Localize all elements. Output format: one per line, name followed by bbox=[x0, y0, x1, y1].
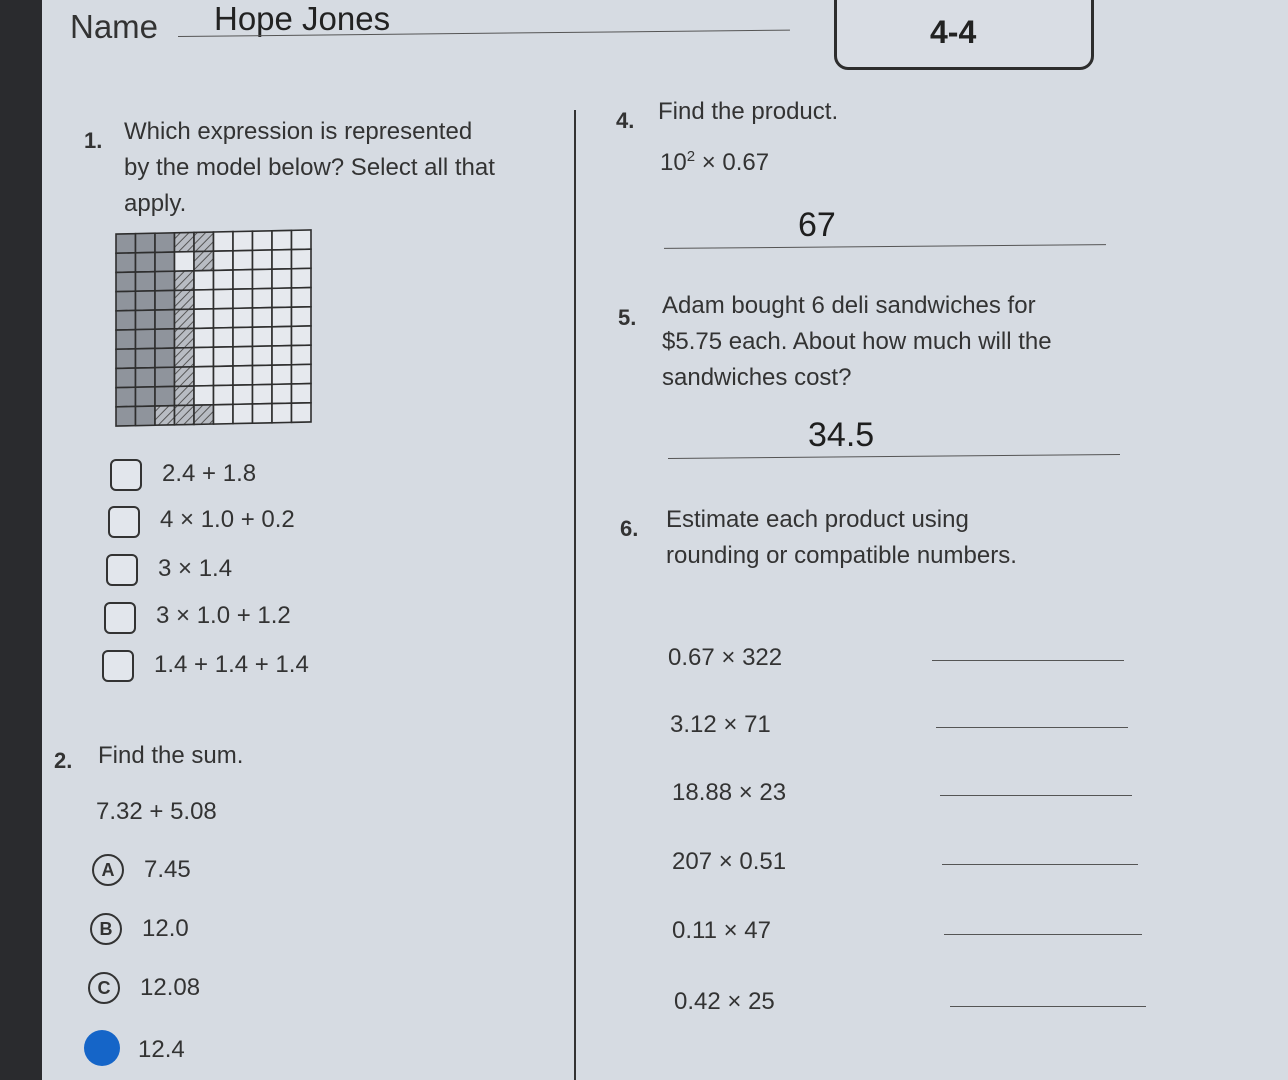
grid-cell bbox=[233, 385, 253, 405]
student-name: Hope Jones bbox=[214, 0, 391, 37]
name-label: Name bbox=[70, 8, 159, 45]
grid-cell bbox=[233, 308, 253, 328]
question-6-text: Estimate each product using rounding or compatible numbers. bbox=[666, 506, 1017, 569]
checkbox-option-4[interactable] bbox=[104, 602, 136, 634]
grid-cell bbox=[292, 384, 312, 404]
grid-cell bbox=[272, 288, 292, 308]
grid-cell bbox=[292, 403, 312, 423]
grid-cell bbox=[175, 367, 195, 387]
grid-cell bbox=[116, 368, 136, 388]
grid-cell bbox=[272, 365, 292, 385]
grid-cell bbox=[136, 310, 156, 330]
grid-cell bbox=[292, 288, 312, 308]
estimate-answer-line-2[interactable] bbox=[936, 727, 1128, 728]
question-6-number: 6. bbox=[620, 516, 639, 541]
grid-cell bbox=[233, 289, 253, 309]
checkbox-option-5[interactable] bbox=[102, 650, 134, 682]
grid-cell bbox=[175, 309, 195, 329]
question-1-number: 1. bbox=[84, 128, 103, 153]
grid-cell bbox=[136, 387, 156, 407]
grid-cell bbox=[155, 329, 175, 349]
grid-cell bbox=[214, 366, 234, 386]
grid-cell bbox=[194, 366, 214, 386]
question-2-expression: 7.32 + 5.08 bbox=[96, 798, 217, 825]
estimate-answer-line-3[interactable] bbox=[940, 795, 1132, 796]
grid-cell bbox=[253, 308, 273, 328]
grid-cell bbox=[136, 406, 156, 426]
grid-cell bbox=[253, 250, 273, 270]
grid-cell bbox=[175, 328, 195, 348]
grid-cell bbox=[194, 347, 214, 367]
grid-cell bbox=[155, 233, 175, 253]
question-4-answer: 67 bbox=[798, 206, 836, 244]
grid-cell bbox=[233, 270, 253, 290]
choice-c-bubble[interactable]: C bbox=[88, 972, 120, 1004]
question-1-text: Which expression is represented by the model below? Select all that apply. bbox=[124, 118, 495, 217]
grid-cell bbox=[272, 326, 292, 346]
grid-cell bbox=[155, 386, 175, 406]
column-divider bbox=[574, 110, 576, 1080]
choice-c-label: 12.08 bbox=[140, 974, 201, 1001]
decimal-grid-model bbox=[114, 228, 314, 428]
grid-cell bbox=[136, 233, 156, 253]
grid-cell bbox=[214, 308, 234, 328]
grid-cell bbox=[214, 385, 234, 405]
grid-cell bbox=[155, 367, 175, 387]
checkbox-option-2[interactable] bbox=[108, 506, 140, 538]
grid-cell bbox=[194, 386, 214, 406]
option-4-label: 3 × 1.0 + 1.2 bbox=[156, 602, 291, 629]
grid-cell bbox=[253, 365, 273, 385]
grid-cell bbox=[214, 232, 234, 252]
choice-d-bubble-selected[interactable] bbox=[84, 1030, 120, 1066]
grid-cell bbox=[233, 231, 253, 251]
grid-cell bbox=[194, 232, 214, 252]
grid-cell bbox=[233, 366, 253, 386]
grid-cell bbox=[292, 364, 312, 384]
grid-cell bbox=[253, 269, 273, 289]
grid-cell bbox=[272, 384, 292, 404]
grid-cell bbox=[136, 348, 156, 368]
grid-cell bbox=[194, 290, 214, 310]
grid-cell bbox=[272, 230, 292, 250]
estimate-item-4: 207 × 0.51 bbox=[672, 848, 787, 875]
grid-cell bbox=[253, 327, 273, 347]
choice-a-label: 7.45 bbox=[144, 856, 191, 883]
grid-cell bbox=[116, 291, 136, 311]
grid-cell bbox=[194, 405, 214, 425]
question-2-text: Find the sum. bbox=[98, 742, 244, 769]
grid-cell bbox=[116, 253, 136, 273]
estimate-item-6: 0.42 × 25 bbox=[674, 988, 775, 1015]
grid-cell bbox=[155, 406, 175, 426]
grid-cell bbox=[233, 404, 253, 424]
grid-cell bbox=[253, 231, 273, 251]
question-5-text: Adam bought 6 deli sandwiches for $5.75 each. About how much will the sandwiches cost? bbox=[662, 292, 1052, 391]
grid-cell bbox=[136, 291, 156, 311]
grid-cell bbox=[233, 346, 253, 366]
grid-cell bbox=[175, 386, 195, 406]
grid-cell bbox=[214, 270, 234, 290]
grid-cell bbox=[155, 290, 175, 310]
grid-cell bbox=[116, 349, 136, 369]
grid-cell bbox=[292, 307, 312, 327]
grid-cell bbox=[233, 327, 253, 347]
option-1-label: 2.4 + 1.8 bbox=[162, 460, 257, 487]
grid-cell bbox=[136, 252, 156, 272]
grid-cell bbox=[155, 310, 175, 330]
grid-cell bbox=[116, 330, 136, 350]
checkbox-option-1[interactable] bbox=[110, 459, 142, 491]
option-3-label: 3 × 1.4 bbox=[158, 555, 233, 582]
grid-cell bbox=[194, 309, 214, 329]
grid-cell bbox=[253, 288, 273, 308]
grid-cell bbox=[214, 404, 234, 424]
grid-cell bbox=[136, 368, 156, 388]
grid-cell bbox=[136, 329, 156, 349]
grid-cell bbox=[233, 250, 253, 270]
grid-cell bbox=[116, 406, 136, 426]
grid-cell bbox=[292, 249, 312, 269]
grid-cell bbox=[272, 403, 292, 423]
grid-cell bbox=[272, 250, 292, 270]
question-5-answer: 34.5 bbox=[808, 416, 875, 454]
grid-cell bbox=[292, 268, 312, 288]
question-5-number: 5. bbox=[618, 305, 637, 330]
grid-cell bbox=[175, 405, 195, 425]
estimate-item-1: 0.67 × 322 bbox=[668, 644, 783, 671]
choice-b-label: 12.0 bbox=[142, 915, 189, 942]
grid-cell bbox=[175, 290, 195, 310]
grid-cell bbox=[272, 269, 292, 289]
estimate-answer-line-1[interactable] bbox=[932, 660, 1124, 661]
grid-cell bbox=[155, 271, 175, 291]
grid-cell bbox=[194, 251, 214, 271]
grid-cell bbox=[194, 270, 214, 290]
estimate-item-3: 18.88 × 23 bbox=[672, 779, 787, 806]
grid-cell bbox=[116, 310, 136, 330]
grid-cell bbox=[214, 251, 234, 271]
estimate-item-2: 3.12 × 71 bbox=[670, 711, 771, 738]
question-4-text: Find the product. bbox=[658, 98, 839, 125]
grid-cell bbox=[253, 384, 273, 404]
grid-cell bbox=[175, 252, 195, 272]
grid-cell bbox=[292, 326, 312, 346]
grid-cell bbox=[116, 234, 136, 254]
grid-cell bbox=[116, 272, 136, 292]
grid-cell bbox=[194, 328, 214, 348]
grid-cell bbox=[214, 328, 234, 348]
grid-cell bbox=[292, 230, 312, 250]
grid-cell bbox=[136, 272, 156, 292]
question-4-expression: $10^2 \times 0.67$ bbox=[660, 148, 770, 176]
option-5-label: 1.4 + 1.4 + 1.4 bbox=[154, 651, 309, 678]
lesson-number: 4-4 bbox=[930, 14, 977, 50]
choice-d-label: 12.4 bbox=[138, 1036, 185, 1063]
estimate-answer-line-5[interactable] bbox=[944, 934, 1142, 935]
grid-cell bbox=[253, 346, 273, 366]
grid-cell bbox=[292, 345, 312, 365]
question-2-number: 2. bbox=[54, 748, 73, 773]
choice-a-bubble[interactable]: A bbox=[92, 854, 124, 886]
estimate-item-5: 0.11 × 47 bbox=[672, 917, 771, 944]
option-2-label: 4 × 1.0 + 0.2 bbox=[160, 506, 295, 533]
grid-cell bbox=[272, 346, 292, 366]
grid-cell bbox=[214, 289, 234, 309]
grid-cell bbox=[175, 348, 195, 368]
grid-cell bbox=[155, 252, 175, 272]
grid-cell bbox=[175, 271, 195, 291]
grid-cell bbox=[253, 404, 273, 424]
estimate-answer-line-4[interactable] bbox=[942, 864, 1138, 865]
checkbox-option-3[interactable] bbox=[106, 554, 138, 586]
choice-b-bubble[interactable]: B bbox=[90, 913, 122, 945]
question-4-number: 4. bbox=[616, 108, 635, 133]
grid-cell bbox=[116, 387, 136, 407]
grid-cell bbox=[214, 347, 234, 367]
estimate-answer-line-6[interactable] bbox=[950, 1006, 1146, 1007]
grid-cell bbox=[155, 348, 175, 368]
grid-cell bbox=[272, 307, 292, 327]
grid-cell bbox=[175, 232, 195, 252]
